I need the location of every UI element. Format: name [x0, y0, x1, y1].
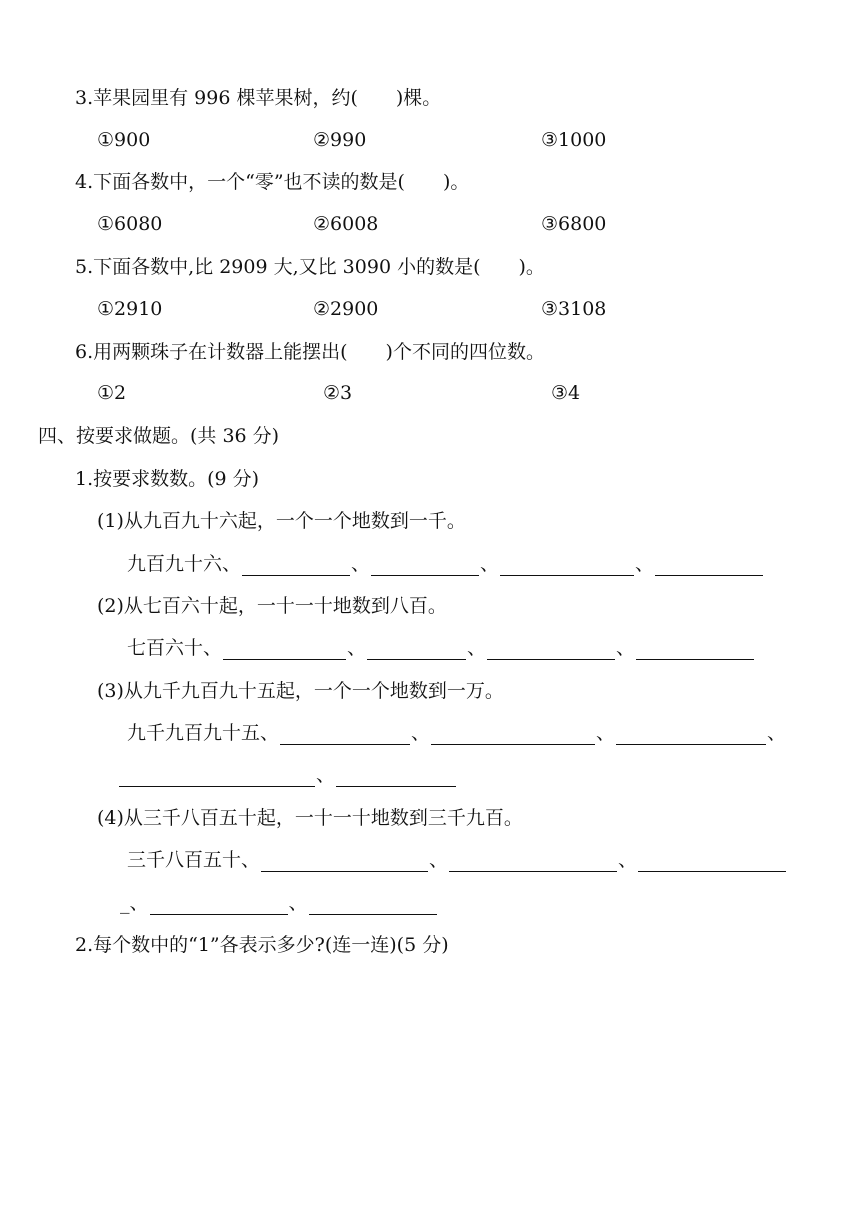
option-3[interactable]: ③3108 — [541, 298, 607, 320]
answer-blank[interactable] — [223, 639, 346, 660]
question-3-stem: 3.苹果园里有 996 棵苹果树，约( )棵。 — [75, 87, 442, 109]
separator: 、 — [347, 637, 367, 659]
answer-blank[interactable] — [309, 894, 437, 915]
answer-blank[interactable] — [367, 639, 466, 660]
option-1[interactable]: ①6080 — [97, 213, 163, 235]
question-4-options — [0, 212, 860, 236]
option-1[interactable]: ①2 — [97, 382, 127, 404]
question-6-stem: 6.用两颗珠子在计数器上能摆出( )个不同的四位数。 — [75, 341, 545, 363]
part-2-instruction: (2)从七百六十起，一十一十地数到八百。 — [97, 595, 447, 617]
answer-blank[interactable] — [449, 851, 617, 872]
answer-blank[interactable] — [431, 724, 595, 745]
part-3-start: 九千九百九十五、 — [127, 722, 280, 744]
answer-blank[interactable] — [636, 639, 754, 660]
option-3[interactable]: ③6800 — [541, 213, 607, 235]
answer-blank[interactable] — [487, 639, 615, 660]
separator: 、 — [467, 637, 487, 659]
part-1-instruction: (1)从九百九十六起，一个一个地数到一千。 — [97, 510, 466, 532]
separator: 、 — [351, 553, 371, 575]
question-5-options — [0, 297, 860, 321]
separator: 、 — [596, 722, 616, 744]
question-3-options — [0, 128, 860, 152]
separator: 、 — [767, 722, 787, 744]
separator: 、 — [288, 892, 308, 914]
answer-blank[interactable] — [638, 851, 786, 872]
option-2[interactable]: ②990 — [313, 129, 367, 151]
option-1[interactable]: ①2910 — [97, 298, 163, 320]
answer-blank[interactable] — [280, 724, 410, 745]
answer-blank[interactable] — [655, 555, 763, 576]
answer-blank[interactable] — [242, 555, 350, 576]
question-1-title: 1.按要求数数。(9 分) — [75, 468, 260, 490]
separator: 、 — [635, 553, 655, 575]
option-2[interactable]: ②6008 — [313, 213, 379, 235]
answer-blank[interactable] — [616, 724, 766, 745]
separator: 、 — [480, 553, 500, 575]
separator: 、 — [616, 637, 636, 659]
part-1-answer-row — [127, 552, 764, 576]
answer-blank[interactable] — [261, 851, 428, 872]
question-4-stem: 4.下面各数中，一个“零”也不读的数是( )。 — [75, 171, 470, 193]
option-3[interactable]: ③1000 — [541, 129, 607, 151]
separator: 、 — [618, 849, 638, 871]
part-4-instruction: (4)从三千八百五十起，一十一十地数到三千九百。 — [97, 807, 523, 829]
option-1[interactable]: ①900 — [97, 129, 151, 151]
part-3-answer-row — [127, 721, 786, 745]
option-3[interactable]: ③4 — [551, 382, 581, 404]
part-3-answer-row-continued — [118, 763, 457, 787]
answer-blank[interactable] — [336, 766, 456, 787]
question-2-title: 2.每个数中的“1”各表示多少?(连一连)(5 分) — [75, 934, 449, 956]
question-6-options — [0, 381, 860, 405]
section-title: 四、按要求做题。(共 36 分) — [38, 425, 280, 447]
separator: 、 — [411, 722, 431, 744]
option-2[interactable]: ②2900 — [313, 298, 379, 320]
part-4-start: 三千八百五十、 — [127, 849, 261, 871]
question-5-stem: 5.下面各数中,比 2909 大,又比 3090 小的数是( )。 — [75, 256, 545, 278]
answer-blank[interactable] — [119, 766, 315, 787]
separator: 、 — [129, 892, 149, 914]
part-1-start: 九百九十六、 — [127, 553, 242, 575]
answer-blank[interactable] — [500, 555, 634, 576]
part-3-instruction: (3)从九千九百九十五起，一个一个地数到一万。 — [97, 680, 504, 702]
answer-blank[interactable] — [371, 555, 479, 576]
separator: 、 — [316, 764, 336, 786]
answer-blank[interactable] — [150, 894, 288, 915]
part-4-answer-row-continued — [120, 891, 438, 915]
separator: 、 — [429, 849, 449, 871]
part-4-answer-row — [127, 848, 787, 872]
part-2-start: 七百六十、 — [127, 637, 223, 659]
option-2[interactable]: ②3 — [323, 382, 353, 404]
underscore-mark: _ — [120, 892, 130, 914]
part-2-answer-row — [127, 636, 755, 660]
